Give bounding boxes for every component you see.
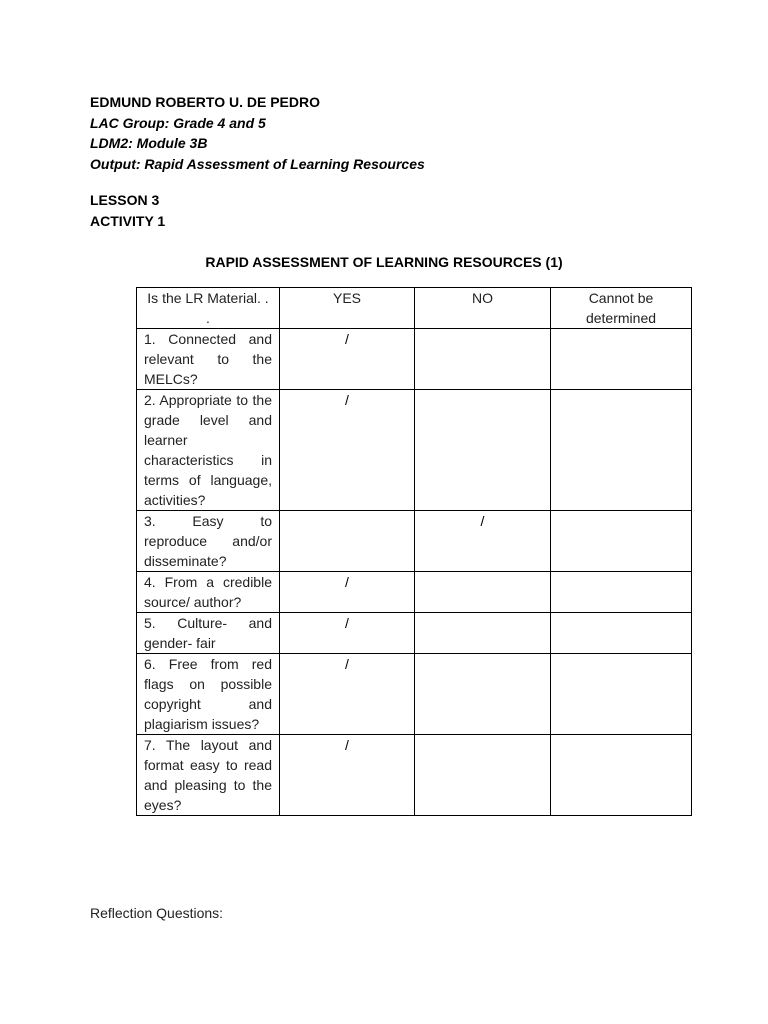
- no-cell: [415, 735, 551, 816]
- cannot-cell: [551, 735, 692, 816]
- lac-group: LAC Group: Grade 4 and 5: [90, 114, 266, 131]
- cannot-cell: [551, 329, 692, 390]
- table-row: [137, 613, 692, 654]
- table-title: RAPID ASSESSMENT OF LEARNING RESOURCES (1): [205, 254, 563, 270]
- activity-label: ACTIVITY 1: [90, 212, 166, 229]
- cannot-cell: [551, 613, 692, 654]
- table-row: [137, 572, 692, 613]
- lesson-label: LESSON 3: [90, 192, 160, 208]
- question-cell: 1. Connected and relevant to the MELCs?: [137, 329, 280, 390]
- column-header-no: NO: [415, 288, 551, 329]
- yes-cell: /: [280, 572, 415, 613]
- yes-cell: /: [280, 654, 415, 735]
- no-cell: [415, 390, 551, 511]
- no-cell: [415, 572, 551, 613]
- cannot-cell: [551, 390, 692, 511]
- cannot-cell: [551, 572, 692, 613]
- column-header-yes: YES: [280, 288, 415, 329]
- yes-cell: /: [280, 613, 415, 654]
- cannot-cell: [551, 654, 692, 735]
- cannot-cell: [551, 511, 692, 572]
- table-row: [137, 390, 692, 511]
- author-name: EDMUND ROBERTO U. DE PEDRO: [90, 94, 320, 110]
- question-cell: 5. Culture- and gender- fair: [137, 613, 280, 654]
- question-cell: 4. From a credible source/ author?: [137, 572, 280, 613]
- assessment-table: [136, 287, 692, 816]
- yes-cell: [280, 511, 415, 572]
- table-row: [137, 511, 692, 572]
- table-header-row: [137, 288, 692, 329]
- reflection-questions-label: Reflection Questions:: [90, 905, 224, 921]
- question-cell: 7. The layout and format easy to read and pleasing to the eyes?: [137, 735, 280, 816]
- question-cell: 3. Easy to reproduce and/or disseminate?: [137, 511, 280, 572]
- yes-cell: /: [280, 329, 415, 390]
- column-header-question: Is the LR Material. . .: [137, 288, 280, 329]
- question-cell: 6. Free from red flags on possible copyright and plagiarism issues?: [137, 654, 280, 735]
- output-title: Output: Rapid Assessment of Learning Resources: [90, 155, 425, 172]
- table-row: [137, 654, 692, 735]
- yes-cell: /: [280, 390, 415, 511]
- no-cell: /: [415, 511, 551, 572]
- table-row: [137, 329, 692, 390]
- no-cell: [415, 329, 551, 390]
- document-header: [90, 92, 425, 174]
- ldm-module: LDM2: Module 3B: [90, 135, 208, 151]
- no-cell: [415, 613, 551, 654]
- column-header-cannot: Cannot be determined: [551, 288, 692, 329]
- table-row: [137, 735, 692, 816]
- question-cell: 2. Appropriate to the grade level and learner characteristics in terms of language, activities?: [137, 390, 280, 511]
- yes-cell: /: [280, 735, 415, 816]
- lesson-block: [90, 190, 165, 231]
- no-cell: [415, 654, 551, 735]
